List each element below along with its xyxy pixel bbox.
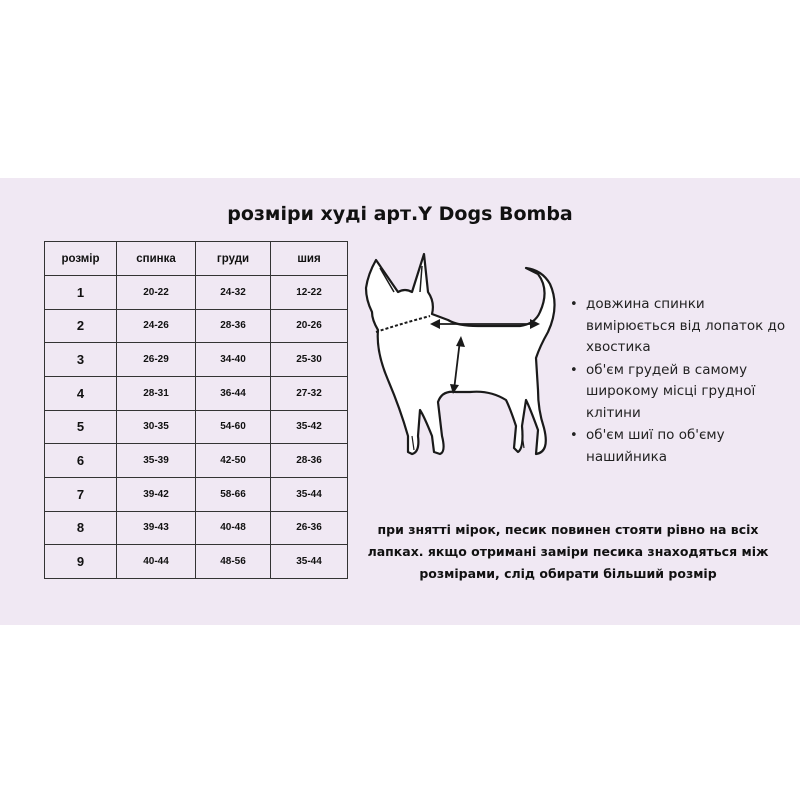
table-row (45, 511, 348, 545)
cell-chest: 28-36 (196, 309, 271, 343)
cell-chest: 54-60 (196, 410, 271, 444)
cell-size: 2 (45, 309, 117, 343)
cell-size: 4 (45, 376, 117, 410)
cell-size: 1 (45, 276, 117, 310)
cell-back: 40-44 (117, 545, 196, 579)
size-table (44, 241, 348, 579)
table-row (45, 309, 348, 343)
header-back: спинка (117, 242, 196, 276)
measurement-notes (570, 294, 792, 469)
bullet-dot-icon: • (570, 428, 578, 443)
cell-size: 8 (45, 511, 117, 545)
cell-back: 30-35 (117, 410, 196, 444)
cell-chest: 42-50 (196, 444, 271, 478)
cell-size: 7 (45, 477, 117, 511)
cell-chest: 24-32 (196, 276, 271, 310)
note-chest (570, 360, 792, 425)
cell-back: 20-22 (117, 276, 196, 310)
header-neck: шия (271, 242, 348, 276)
table-row (45, 410, 348, 444)
cell-back: 24-26 (117, 309, 196, 343)
cell-chest: 36-44 (196, 376, 271, 410)
table-row (45, 444, 348, 478)
note-neck (570, 425, 792, 468)
cell-size: 3 (45, 343, 117, 377)
cell-size: 6 (45, 444, 117, 478)
cell-neck: 28-36 (271, 444, 348, 478)
cell-neck: 26-36 (271, 511, 348, 545)
measurement-instruction: при знятті мірок, песик повинен стояти рівно на всіх лапках. якщо отримані заміри песика знаходяться між розмірами, слід обирати більший розмір (367, 522, 769, 581)
note-text: об'єм грудей в самому широкому місці грудної клітини (586, 361, 756, 421)
table-row (45, 276, 348, 310)
header-size: розмір (45, 242, 117, 276)
cell-neck: 12-22 (271, 276, 348, 310)
table-row (45, 343, 348, 377)
bullet-dot-icon: • (570, 297, 578, 312)
note-text: довжина спинки вимірюється від лопаток до хвостика (586, 296, 786, 355)
page-title: розміри худі арт.Y Dogs Bomba (227, 203, 573, 225)
cell-back: 28-31 (117, 376, 196, 410)
cell-neck: 27-32 (271, 376, 348, 410)
dog-body-outline (366, 254, 555, 454)
cell-neck: 35-44 (271, 477, 348, 511)
table-row (45, 477, 348, 511)
table-row (45, 545, 348, 579)
cell-size: 5 (45, 410, 117, 444)
bullet-dot-icon: • (570, 362, 578, 378)
note-text: об'єм шиї по об'єму нашийника (586, 427, 725, 465)
cell-neck: 20-26 (271, 309, 348, 343)
cell-size: 9 (45, 545, 117, 579)
cell-neck: 35-44 (271, 545, 348, 579)
cell-neck: 35-42 (271, 410, 348, 444)
cell-chest: 34-40 (196, 343, 271, 377)
cell-back: 39-43 (117, 511, 196, 545)
cell-back: 26-29 (117, 343, 196, 377)
table-row (45, 376, 348, 410)
cell-chest: 48-56 (196, 545, 271, 579)
cell-back: 39-42 (117, 477, 196, 511)
dog-measurement-icon (360, 240, 570, 470)
note-back (570, 294, 792, 359)
header-chest: груди (196, 242, 271, 276)
cell-chest: 58-66 (196, 477, 271, 511)
table-body (45, 276, 348, 579)
cell-back: 35-39 (117, 444, 196, 478)
cell-chest: 40-48 (196, 511, 271, 545)
cell-neck: 25-30 (271, 343, 348, 377)
table-header-row (45, 242, 348, 276)
